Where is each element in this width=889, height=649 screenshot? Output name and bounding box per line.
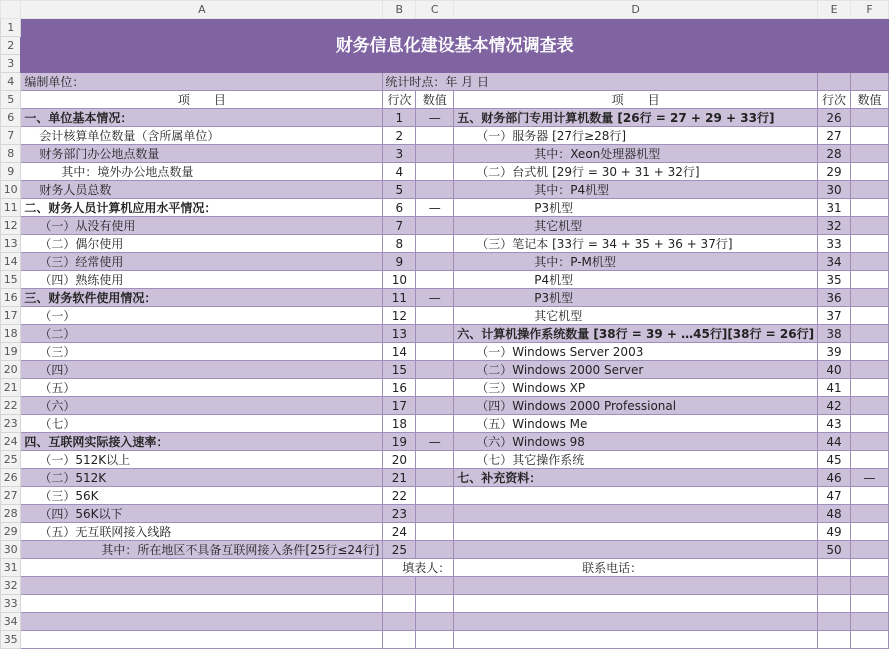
cell[interactable] xyxy=(818,559,851,577)
right-line-no[interactable]: 41 xyxy=(818,379,851,397)
row-number[interactable]: 1 xyxy=(1,19,21,37)
left-value-cell[interactable]: — xyxy=(416,109,454,127)
left-line-no[interactable]: 5 xyxy=(383,181,416,199)
right-value-cell[interactable]: — xyxy=(851,469,889,487)
cell[interactable] xyxy=(851,559,889,577)
column-header[interactable]: A xyxy=(21,1,383,19)
left-line-no[interactable]: 17 xyxy=(383,397,416,415)
cell[interactable] xyxy=(416,595,454,613)
left-value-cell[interactable]: — xyxy=(416,433,454,451)
cell[interactable] xyxy=(454,631,818,649)
right-value-cell[interactable] xyxy=(851,541,889,559)
table-row xyxy=(1,145,889,163)
right-item-label[interactable]: （六）Windows 98 xyxy=(454,433,818,451)
left-value-cell[interactable] xyxy=(416,451,454,469)
cell[interactable] xyxy=(383,577,416,595)
right-item-label[interactable]: （三）笔记本 [33行 = 34 + 35 + 36 + 37行] xyxy=(454,235,818,253)
row-number[interactable]: 5 xyxy=(1,91,21,109)
cell[interactable] xyxy=(818,631,851,649)
cell[interactable] xyxy=(416,577,454,595)
right-value-cell[interactable] xyxy=(851,325,889,343)
row-number[interactable]: 10 xyxy=(1,181,21,199)
left-line-no[interactable]: 21 xyxy=(383,469,416,487)
column-header[interactable] xyxy=(1,1,21,19)
left-value-cell[interactable] xyxy=(416,253,454,271)
row-number[interactable]: 6 xyxy=(1,109,21,127)
stat-time-label[interactable]: 统计时点：年 月 日 xyxy=(383,73,818,91)
left-value-cell[interactable] xyxy=(416,145,454,163)
left-line-no[interactable]: 15 xyxy=(383,361,416,379)
left-value-cell[interactable]: — xyxy=(416,289,454,307)
right-value-cell[interactable] xyxy=(851,109,889,127)
left-item-label[interactable]: （一） xyxy=(21,307,383,325)
left-line-no[interactable]: 9 xyxy=(383,253,416,271)
cell[interactable] xyxy=(818,613,851,631)
cell[interactable] xyxy=(454,595,818,613)
right-line-no[interactable]: 29 xyxy=(818,163,851,181)
left-value-cell[interactable] xyxy=(416,163,454,181)
right-line-no[interactable]: 32 xyxy=(818,217,851,235)
phone-label[interactable]: 联系电话： xyxy=(454,559,818,577)
left-value-cell[interactable] xyxy=(416,415,454,433)
left-value-cell[interactable]: — xyxy=(416,199,454,217)
left-item-label[interactable]: （三） xyxy=(21,343,383,361)
right-line-no[interactable]: 50 xyxy=(818,541,851,559)
right-value-cell[interactable] xyxy=(851,127,889,145)
right-value-cell[interactable] xyxy=(851,199,889,217)
right-item-label[interactable]: 其它机型 xyxy=(454,217,818,235)
left-item-label[interactable]: （四） xyxy=(21,361,383,379)
left-value-cell[interactable] xyxy=(416,505,454,523)
right-value-cell[interactable] xyxy=(851,343,889,361)
right-line-no[interactable]: 31 xyxy=(818,199,851,217)
column-header[interactable]: E xyxy=(818,1,851,19)
right-value-cell[interactable] xyxy=(851,523,889,541)
right-value-cell[interactable] xyxy=(851,217,889,235)
item-header[interactable]: 项 目 xyxy=(21,91,383,109)
row-number[interactable]: 11 xyxy=(1,199,21,217)
right-value-cell[interactable] xyxy=(851,253,889,271)
line-no-header[interactable]: 行次 xyxy=(818,91,851,109)
row-number[interactable]: 9 xyxy=(1,163,21,181)
left-line-no[interactable]: 6 xyxy=(383,199,416,217)
left-line-no[interactable]: 14 xyxy=(383,343,416,361)
table-row xyxy=(1,487,889,505)
right-line-no[interactable]: 42 xyxy=(818,397,851,415)
right-item-label[interactable]: 七、补充资料： xyxy=(454,469,818,487)
left-item-label[interactable]: （六） xyxy=(21,397,383,415)
row-number[interactable]: 14 xyxy=(1,253,21,271)
left-value-cell[interactable] xyxy=(416,523,454,541)
right-value-cell[interactable] xyxy=(851,397,889,415)
right-item-label[interactable]: （七）其它操作系统 xyxy=(454,451,818,469)
right-item-label[interactable]: （四）Windows 2000 Professional xyxy=(454,397,818,415)
left-line-no[interactable]: 24 xyxy=(383,523,416,541)
left-item-label[interactable]: （七） xyxy=(21,415,383,433)
left-line-no[interactable]: 25 xyxy=(383,541,416,559)
left-item-label[interactable]: （五） xyxy=(21,379,383,397)
cell[interactable] xyxy=(21,631,383,649)
value-header[interactable]: 数值 xyxy=(851,91,889,109)
left-line-no[interactable]: 18 xyxy=(383,415,416,433)
row-number[interactable]: 24 xyxy=(1,433,21,451)
right-line-no[interactable]: 49 xyxy=(818,523,851,541)
row-number[interactable]: 2 xyxy=(1,37,21,55)
right-value-cell[interactable] xyxy=(851,505,889,523)
left-value-cell[interactable] xyxy=(416,541,454,559)
column-header-row xyxy=(1,1,889,19)
left-item-label[interactable]: （四）56K以下 xyxy=(21,505,383,523)
left-line-no[interactable]: 12 xyxy=(383,307,416,325)
left-item-label[interactable]: （三）56K xyxy=(21,487,383,505)
right-line-no[interactable]: 28 xyxy=(818,145,851,163)
right-line-no[interactable]: 35 xyxy=(818,271,851,289)
table-row xyxy=(1,379,889,397)
table-row xyxy=(1,127,889,145)
right-item-label[interactable]: （二）Windows 2000 Server xyxy=(454,361,818,379)
left-line-no[interactable]: 1 xyxy=(383,109,416,127)
right-value-cell[interactable] xyxy=(851,307,889,325)
table-row xyxy=(1,541,889,559)
row-number[interactable]: 32 xyxy=(1,577,21,595)
left-item-label[interactable]: 其中：所在地区不具备互联网接入条件[25行≤24行] xyxy=(21,541,383,559)
right-line-no[interactable]: 37 xyxy=(818,307,851,325)
row-number[interactable]: 27 xyxy=(1,487,21,505)
line-no-header[interactable]: 行次 xyxy=(383,91,416,109)
table-row xyxy=(1,109,889,127)
left-line-no[interactable]: 16 xyxy=(383,379,416,397)
left-item-label[interactable]: 财务部门办公地点数量 xyxy=(21,145,383,163)
row-number[interactable]: 3 xyxy=(1,55,21,73)
sheet-title[interactable]: 财务信息化建设基本情况调查表 xyxy=(21,19,889,73)
right-item-label[interactable]: 其它机型 xyxy=(454,307,818,325)
right-value-cell[interactable] xyxy=(851,487,889,505)
right-item-label[interactable] xyxy=(454,541,818,559)
table-row xyxy=(1,271,889,289)
prep-unit-label[interactable]: 编制单位： xyxy=(21,73,383,91)
table-row xyxy=(1,307,889,325)
left-line-no[interactable]: 4 xyxy=(383,163,416,181)
left-line-no[interactable]: 23 xyxy=(383,505,416,523)
cell[interactable] xyxy=(383,595,416,613)
row-number[interactable]: 30 xyxy=(1,541,21,559)
left-item-label[interactable]: 一、单位基本情况： xyxy=(21,109,383,127)
left-value-cell[interactable] xyxy=(416,487,454,505)
right-line-no[interactable]: 36 xyxy=(818,289,851,307)
row-number[interactable]: 17 xyxy=(1,307,21,325)
right-line-no[interactable]: 30 xyxy=(818,181,851,199)
right-item-label[interactable]: 其中：Xeon处理器机型 xyxy=(454,145,818,163)
right-value-cell[interactable] xyxy=(851,415,889,433)
cell[interactable] xyxy=(851,631,889,649)
left-item-label[interactable]: （二） xyxy=(21,325,383,343)
left-line-no[interactable]: 7 xyxy=(383,217,416,235)
cell[interactable] xyxy=(851,577,889,595)
cell[interactable] xyxy=(454,613,818,631)
table-row xyxy=(1,253,889,271)
right-line-no[interactable]: 45 xyxy=(818,451,851,469)
table-row xyxy=(1,217,889,235)
left-value-cell[interactable] xyxy=(416,379,454,397)
cell[interactable] xyxy=(21,613,383,631)
table-row xyxy=(1,343,889,361)
right-value-cell[interactable] xyxy=(851,451,889,469)
left-item-label[interactable]: （一）从没有使用 xyxy=(21,217,383,235)
row-number[interactable]: 16 xyxy=(1,289,21,307)
left-value-cell[interactable] xyxy=(416,271,454,289)
left-value-cell[interactable] xyxy=(416,181,454,199)
row-number[interactable]: 12 xyxy=(1,217,21,235)
right-line-no[interactable]: 38 xyxy=(818,325,851,343)
row-number[interactable]: 4 xyxy=(1,73,21,91)
row-number[interactable]: 22 xyxy=(1,397,21,415)
cell[interactable] xyxy=(21,559,383,577)
left-value-cell[interactable] xyxy=(416,325,454,343)
row-number[interactable]: 15 xyxy=(1,271,21,289)
left-value-cell[interactable] xyxy=(416,397,454,415)
row-number[interactable]: 7 xyxy=(1,127,21,145)
right-line-no[interactable]: 39 xyxy=(818,343,851,361)
cell[interactable] xyxy=(416,631,454,649)
left-line-no[interactable]: 8 xyxy=(383,235,416,253)
left-line-no[interactable]: 13 xyxy=(383,325,416,343)
column-header[interactable]: D xyxy=(454,1,818,19)
cell[interactable] xyxy=(851,73,889,91)
table-row xyxy=(1,397,889,415)
table-row xyxy=(1,325,889,343)
right-line-no[interactable]: 44 xyxy=(818,433,851,451)
row-number[interactable]: 13 xyxy=(1,235,21,253)
right-line-no[interactable]: 40 xyxy=(818,361,851,379)
left-line-no[interactable]: 19 xyxy=(383,433,416,451)
table-row xyxy=(1,181,889,199)
row-number[interactable]: 29 xyxy=(1,523,21,541)
left-item-label[interactable]: （一）512K以上 xyxy=(21,451,383,469)
left-value-cell[interactable] xyxy=(416,361,454,379)
column-header[interactable]: F xyxy=(851,1,889,19)
right-item-label[interactable]: （三）Windows XP xyxy=(454,379,818,397)
row-number[interactable]: 20 xyxy=(1,361,21,379)
table-row xyxy=(1,235,889,253)
left-line-no[interactable]: 22 xyxy=(383,487,416,505)
right-item-label[interactable]: P3机型 xyxy=(454,199,818,217)
table-row xyxy=(1,523,889,541)
left-value-cell[interactable] xyxy=(416,235,454,253)
right-item-label[interactable]: 其中：P-M机型 xyxy=(454,253,818,271)
right-value-cell[interactable] xyxy=(851,235,889,253)
left-line-no[interactable]: 2 xyxy=(383,127,416,145)
right-line-no[interactable]: 47 xyxy=(818,487,851,505)
left-item-label[interactable]: 二、财务人员计算机应用水平情况： xyxy=(21,199,383,217)
right-item-label[interactable]: （二）台式机 [29行 = 30 + 31 + 32行] xyxy=(454,163,818,181)
table-row xyxy=(1,289,889,307)
left-value-cell[interactable] xyxy=(416,307,454,325)
right-line-no[interactable]: 46 xyxy=(818,469,851,487)
row-number[interactable]: 18 xyxy=(1,325,21,343)
item-header[interactable]: 项 目 xyxy=(454,91,818,109)
right-value-cell[interactable] xyxy=(851,289,889,307)
table-row xyxy=(1,415,889,433)
right-value-cell[interactable] xyxy=(851,181,889,199)
row-number[interactable]: 31 xyxy=(1,559,21,577)
cell[interactable] xyxy=(21,577,383,595)
left-item-label[interactable]: （五）无互联网接入线路 xyxy=(21,523,383,541)
table-row xyxy=(1,361,889,379)
row-number[interactable]: 19 xyxy=(1,343,21,361)
value-header[interactable]: 数值 xyxy=(416,91,454,109)
left-line-no[interactable]: 11 xyxy=(383,289,416,307)
row-number[interactable]: 33 xyxy=(1,595,21,613)
right-line-no[interactable]: 27 xyxy=(818,127,851,145)
row-number[interactable]: 34 xyxy=(1,613,21,631)
left-value-cell[interactable] xyxy=(416,217,454,235)
cell[interactable] xyxy=(454,577,818,595)
cell[interactable] xyxy=(21,595,383,613)
right-line-no[interactable]: 43 xyxy=(818,415,851,433)
cell[interactable] xyxy=(818,577,851,595)
right-line-no[interactable]: 33 xyxy=(818,235,851,253)
right-item-label[interactable]: （一）Windows Server 2003 xyxy=(454,343,818,361)
row-number[interactable]: 23 xyxy=(1,415,21,433)
left-line-no[interactable]: 3 xyxy=(383,145,416,163)
right-value-cell[interactable] xyxy=(851,361,889,379)
right-item-label[interactable]: 五、财务部门专用计算机数量 [26行 = 27 + 29 + 33行] xyxy=(454,109,818,127)
table-row xyxy=(1,199,889,217)
cell[interactable] xyxy=(383,631,416,649)
column-header[interactable]: B xyxy=(383,1,416,19)
cell[interactable] xyxy=(818,595,851,613)
row-number[interactable]: 8 xyxy=(1,145,21,163)
table-row xyxy=(1,433,889,451)
right-value-cell[interactable] xyxy=(851,433,889,451)
left-value-cell[interactable] xyxy=(416,127,454,145)
row-number[interactable]: 28 xyxy=(1,505,21,523)
row-number[interactable]: 21 xyxy=(1,379,21,397)
right-item-label[interactable] xyxy=(454,505,818,523)
left-item-label[interactable]: （二）偶尔使用 xyxy=(21,235,383,253)
cell[interactable] xyxy=(383,613,416,631)
cell[interactable] xyxy=(818,73,851,91)
right-line-no[interactable]: 48 xyxy=(818,505,851,523)
row-number[interactable]: 26 xyxy=(1,469,21,487)
right-item-label[interactable]: （一）服务器 [27行≥28行] xyxy=(454,127,818,145)
table-row xyxy=(1,163,889,181)
right-item-label[interactable] xyxy=(454,523,818,541)
right-item-label[interactable]: 其中：P4机型 xyxy=(454,181,818,199)
cell[interactable] xyxy=(416,613,454,631)
cell[interactable] xyxy=(851,613,889,631)
column-header[interactable]: C xyxy=(416,1,454,19)
right-item-label[interactable]: P3机型 xyxy=(454,289,818,307)
right-item-label[interactable] xyxy=(454,487,818,505)
right-value-cell[interactable] xyxy=(851,163,889,181)
left-value-cell[interactable] xyxy=(416,469,454,487)
right-value-cell[interactable] xyxy=(851,145,889,163)
left-item-label[interactable]: （三）经常使用 xyxy=(21,253,383,271)
left-item-label[interactable]: 会计核算单位数量（含所属单位） xyxy=(21,127,383,145)
left-item-label[interactable]: 三、财务软件使用情况： xyxy=(21,289,383,307)
table-row xyxy=(1,469,889,487)
right-value-cell[interactable] xyxy=(851,271,889,289)
table-row xyxy=(1,505,889,523)
left-item-label[interactable]: （二）512K xyxy=(21,469,383,487)
row-number[interactable]: 25 xyxy=(1,451,21,469)
left-line-no[interactable]: 20 xyxy=(383,451,416,469)
left-item-label[interactable]: 四、互联网实际接入速率： xyxy=(21,433,383,451)
cell[interactable] xyxy=(851,595,889,613)
left-item-label[interactable]: 其中：境外办公地点数量 xyxy=(21,163,383,181)
row-number[interactable]: 35 xyxy=(1,631,21,649)
left-item-label[interactable]: 财务人员总数 xyxy=(21,181,383,199)
right-item-label[interactable]: P4机型 xyxy=(454,271,818,289)
left-line-no[interactable]: 10 xyxy=(383,271,416,289)
right-value-cell[interactable] xyxy=(851,379,889,397)
filler-label[interactable]: 填表人： xyxy=(383,559,454,577)
table-row xyxy=(1,451,889,469)
right-item-label[interactable]: （五）Windows Me xyxy=(454,415,818,433)
right-line-no[interactable]: 26 xyxy=(818,109,851,127)
right-line-no[interactable]: 34 xyxy=(818,253,851,271)
left-item-label[interactable]: （四）熟练使用 xyxy=(21,271,383,289)
left-value-cell[interactable] xyxy=(416,343,454,361)
right-item-label[interactable]: 六、计算机操作系统数量 [38行 = 39 + …45行][38行 = 26行] xyxy=(454,325,818,343)
